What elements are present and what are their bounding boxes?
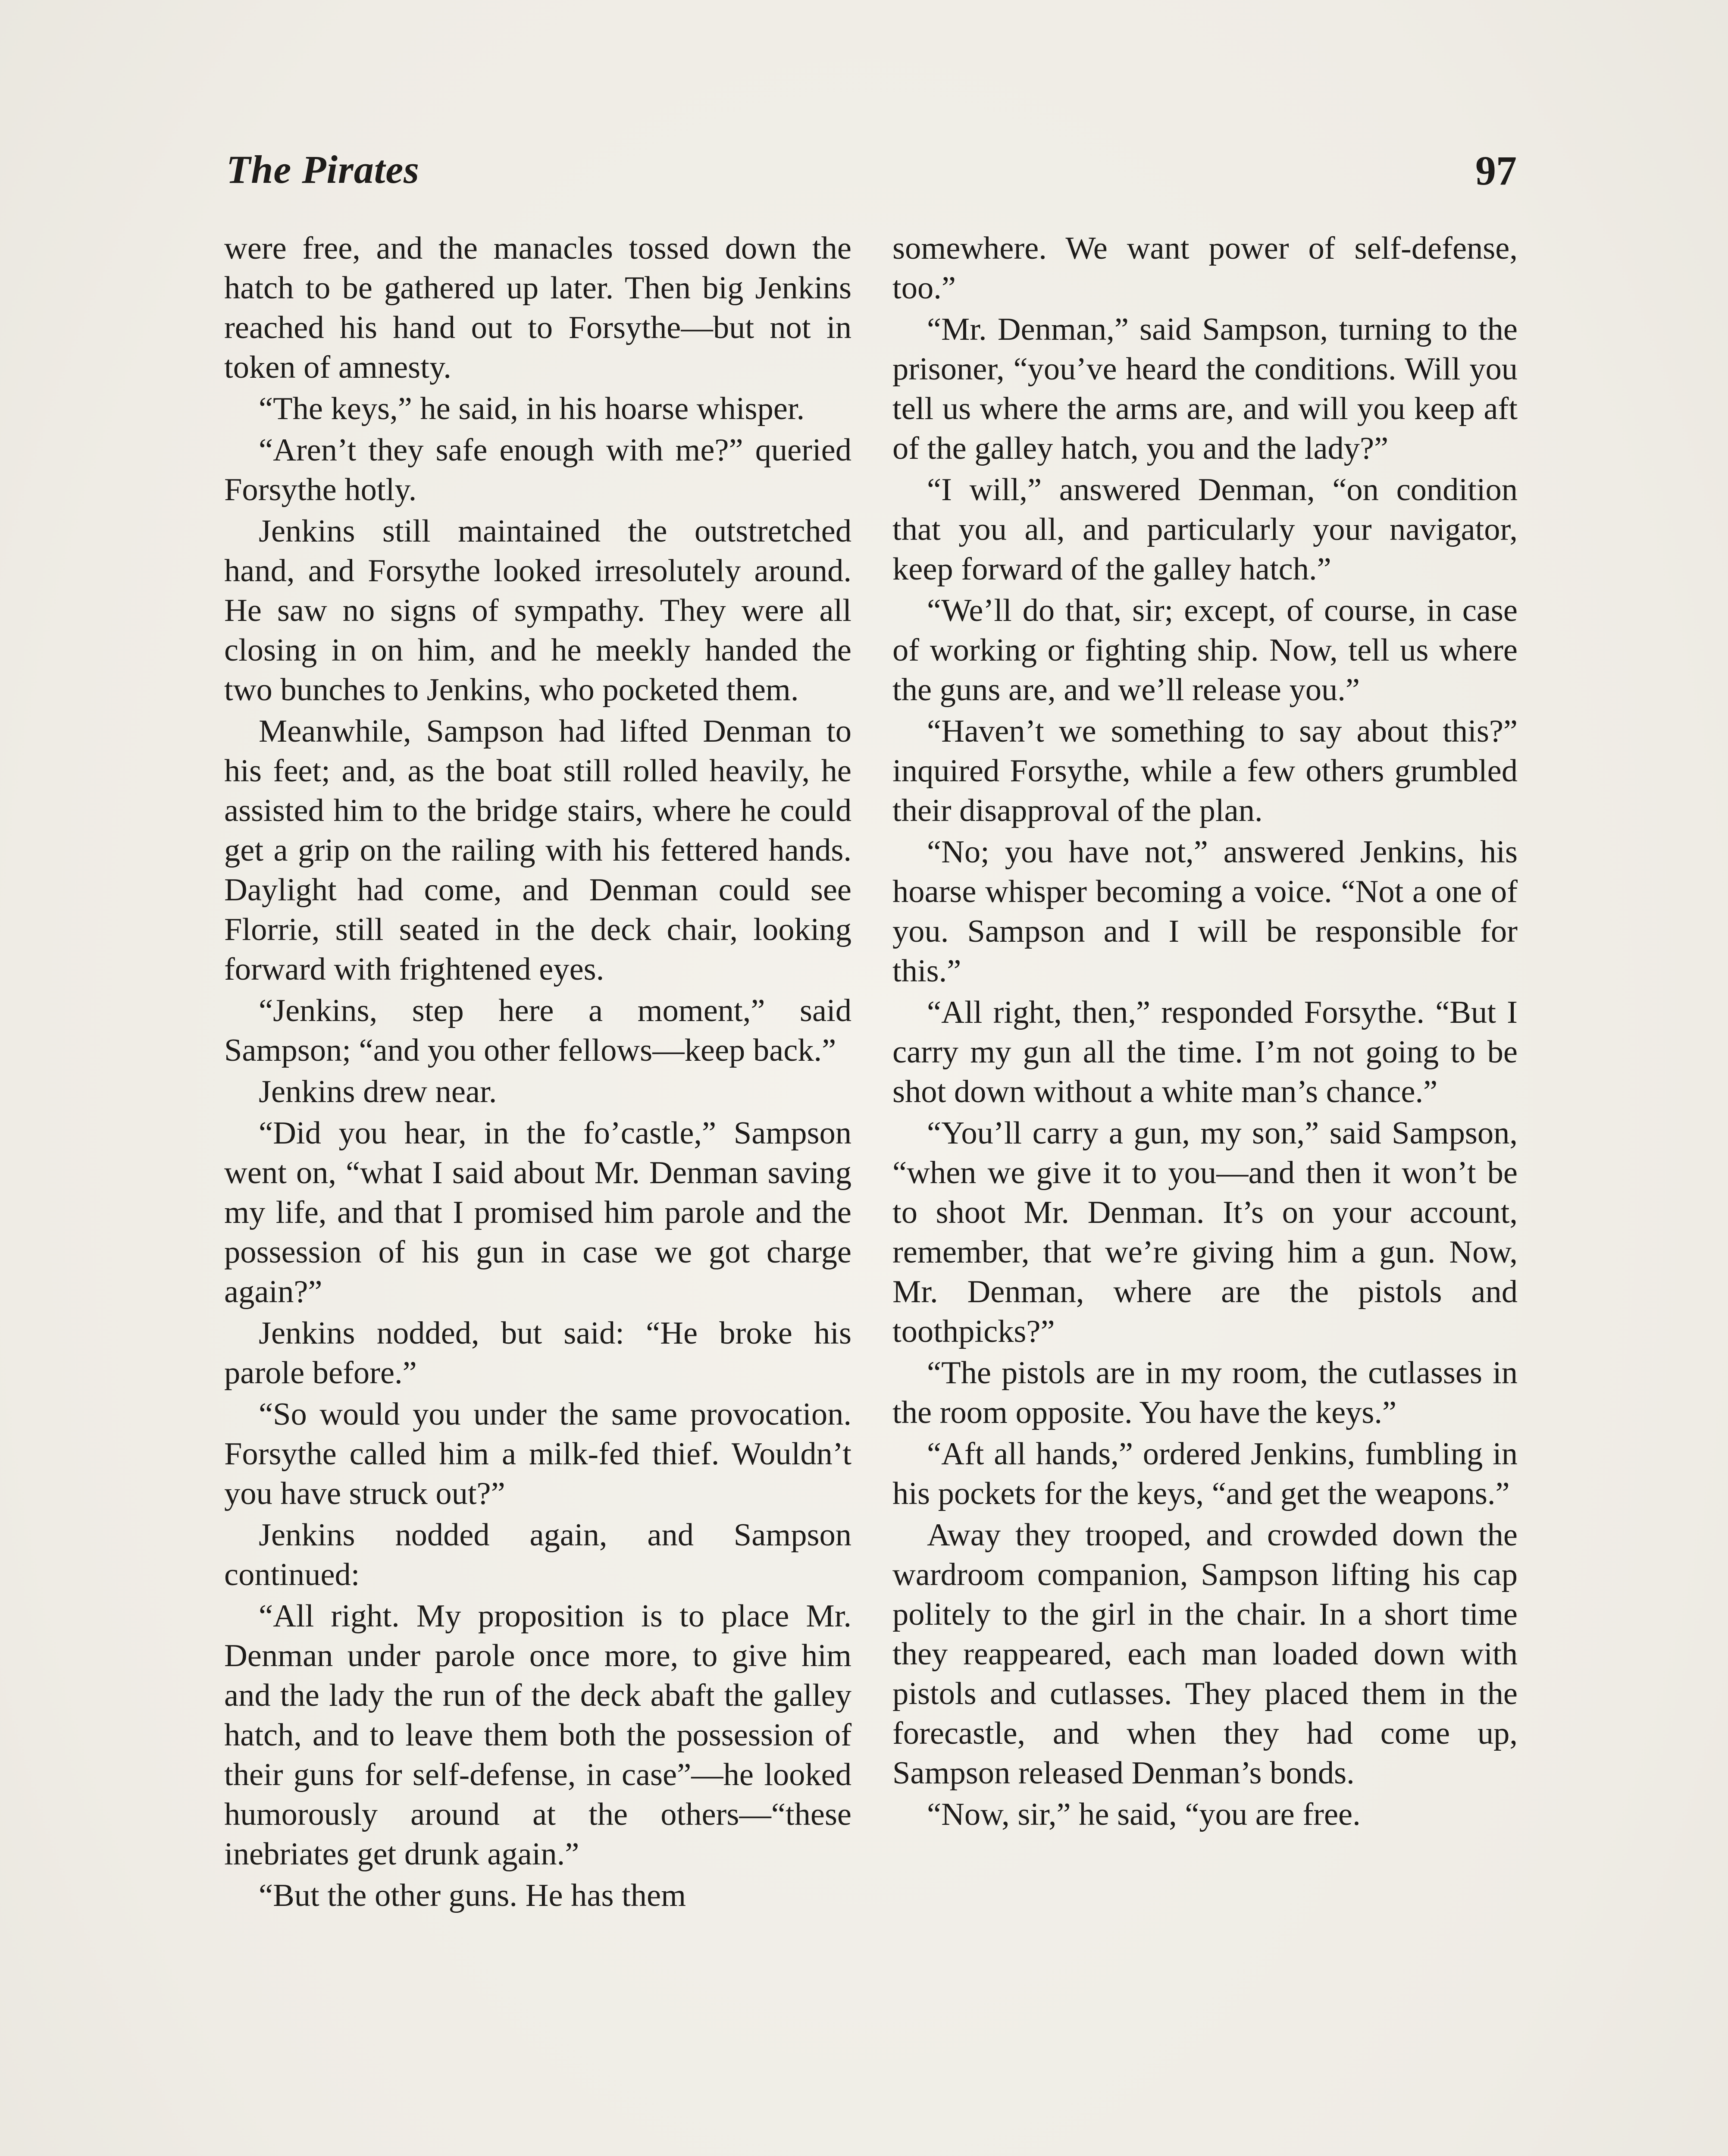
paragraph: Away they trooped, and crowded down the wardroom companion, Sampson lifting his cap politely to the girl in the chair. In a short time they reappeared, each man loaded down with pistols and cutlasses. They placed them in the forecastle, and when they had come up, Sampson released Denman’s bonds. [892, 1517, 1518, 1791]
paragraph: “The keys,” he said, in his hoarse whisper. [259, 391, 805, 426]
paragraph: “You’ll carry a gun, my son,” said Sampson, “when we give it to you—and then it won’t be to shoot Mr. Denman. It’s on your account, remember, that we’re giving him a gun. Now, Mr. Denman, where are the pistols and toothpicks?” [892, 1116, 1518, 1349]
paragraph: “Mr. Denman,” said Sampson, turning to the prisoner, “you’ve heard the conditions. Will you tell us where the arms are, and will you keep aft of the galley hatch, you and the lady?” [892, 312, 1518, 466]
paragraph: Jenkins drew near. [259, 1074, 497, 1109]
paragraph: Jenkins nodded again, and Sampson continued: [224, 1517, 851, 1592]
paragraph: Jenkins nodded, but said: “He broke his parole before.” [224, 1316, 851, 1391]
paragraph: “The pistols are in my room, the cutlasses in the room opposite. You have the keys.” [892, 1355, 1518, 1430]
paragraph: somewhere. We want power of self-defense, too.” [892, 231, 1518, 306]
page-number: 97 [1475, 147, 1517, 194]
paragraph: “Aft all hands,” ordered Jenkins, fumbling in his pockets for the keys, “and get the weapons.” [892, 1436, 1518, 1511]
paragraph: “No; you have not,” answered Jenkins, his hoarse whisper becoming a voice. “Not a one of you. Sampson and I will be responsible for this.” [892, 834, 1518, 989]
paragraph: “Haven’t we something to say about this?” inquired Forsythe, while a few others grumbled their disapproval of the plan. [892, 714, 1518, 828]
paragraph: “Jenkins, step here a moment,” said Sampson; “and you other fellows—keep back.” [224, 993, 851, 1068]
paragraph: “I will,” answered Denman, “on condition that you all, and particularly your navigator, keep forward of the galley hatch.” [892, 472, 1518, 587]
paragraph: “All right. My proposition is to place Mr. Denman under parole once more, to give him and the lady the run of the deck abaft the galley hatch, and to leave them both the possession of their guns for self-defense, in case”—he looked humorously around at the others—“these inebriates get drunk again.” [224, 1598, 851, 1872]
running-head-title: The Pirates [226, 147, 419, 191]
left-column [224, 229, 851, 1917]
paragraph: were free, and the manacles tossed down the hatch to be gathered up later. Then big Jenkins reached his hand out to Forsythe—but not in token of amnesty. [224, 231, 851, 385]
paragraph: “Aren’t they safe enough with me?” queried Forsythe hotly. [224, 432, 851, 508]
right-column [892, 229, 1518, 1836]
paragraph: “All right, then,” responded Forsythe. “But I carry my gun all the time. I’m not going to be shot down without a white man’s chance.” [892, 995, 1518, 1109]
paragraph: “Did you hear, in the fo’castle,” Sampson went on, “what I said about Mr. Denman saving my life, and that I promised him parole and the possession of his gun in case we got charge again?” [224, 1116, 851, 1310]
paragraph: “But the other guns. He has them [259, 1878, 686, 1913]
paragraph: Meanwhile, Sampson had lifted Denman to his feet; and, as the boat still rolled heavily, he assisted him to the bridge stairs, where he could get a grip on the railing with his fettered hands. Daylight had come, and Denman could see Florrie, still seated in the deck chair, looking forward with frightened eyes. [224, 714, 851, 987]
paragraph: “We’ll do that, sir; except, of course, in case of working or fighting ship. Now, tell us where the guns are, and we’ll release you.” [892, 593, 1518, 708]
paragraph: “So would you under the same provocation. Forsythe called him a milk-fed thief. Wouldn’t you have struck out?” [224, 1397, 851, 1511]
paragraph: “Now, sir,” he said, “you are free. [927, 1797, 1361, 1832]
paragraph: Jenkins still maintained the outstretched hand, and Forsythe looked irresolutely around. He saw no signs of sympathy. They were all closing in on him, and he meekly handed the two bunches to Jenkins, who pocketed them. [224, 514, 851, 708]
